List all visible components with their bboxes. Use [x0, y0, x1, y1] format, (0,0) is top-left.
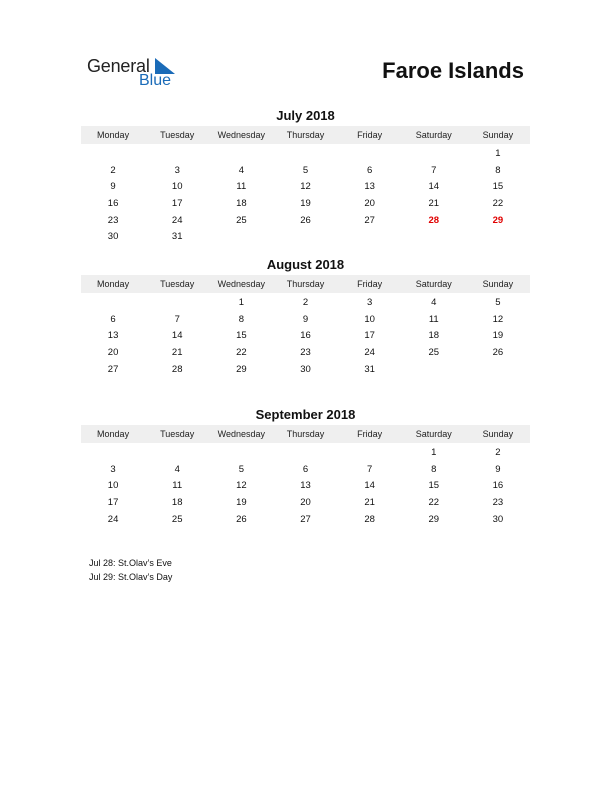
day-cell: 28	[364, 513, 375, 525]
empty-day-cell	[209, 146, 273, 163]
day-cell: 29	[236, 363, 247, 375]
day-cell: 19	[300, 198, 311, 210]
weekday-header	[81, 126, 530, 144]
weekday-label: Friday	[357, 279, 383, 289]
day-cell: 21	[364, 497, 375, 509]
empty-day-cell	[466, 229, 530, 246]
day-cell: 23	[492, 497, 504, 509]
month-title: July 2018	[276, 108, 335, 123]
day-cell: 27	[107, 363, 119, 375]
weekday-label: Sunday	[482, 429, 514, 439]
day-cell: 1	[238, 297, 244, 308]
empty-day-cell	[145, 445, 209, 462]
weekday-label: Thursday	[286, 429, 325, 439]
day-cell: 15	[492, 181, 504, 193]
day-cell: 28	[171, 363, 183, 375]
weekday-label: Wednesday	[217, 130, 266, 140]
day-cell: 11	[428, 313, 439, 325]
day-cell: 21	[171, 347, 183, 359]
day-cell: 19	[236, 497, 247, 509]
logo-blue-text: Blue	[139, 72, 172, 89]
empty-day-cell	[338, 146, 402, 163]
day-cell: 27	[364, 214, 375, 226]
day-cell: 12	[492, 313, 504, 325]
day-cell: 16	[492, 480, 504, 492]
day-cell: 30	[107, 231, 119, 243]
empty-day-cell	[145, 295, 209, 312]
day-cell: 24	[364, 347, 375, 359]
weekday-label: Friday	[357, 429, 383, 439]
day-cell: 11	[236, 181, 247, 193]
generalblue-logo	[87, 56, 187, 96]
weekday-label: Sunday	[482, 130, 514, 140]
day-cell: 17	[107, 497, 119, 509]
day-cell: 5	[238, 463, 244, 475]
empty-day-cell	[466, 362, 530, 379]
day-cell: 17	[171, 198, 183, 210]
weekday-label: Tuesday	[160, 429, 195, 439]
day-cell: 10	[171, 181, 183, 193]
day-cell: 22	[236, 347, 247, 359]
day-cell: 18	[171, 497, 183, 509]
day-cell: 13	[300, 480, 311, 492]
day-cell: 30	[300, 363, 311, 375]
day-cell: 11	[172, 480, 183, 492]
day-cell: 20	[107, 347, 119, 359]
day-cell: 14	[171, 330, 183, 342]
day-cell: 9	[495, 463, 501, 475]
day-cell: 18	[236, 198, 247, 210]
day-cell: 3	[110, 463, 116, 475]
day-cell: 12	[236, 480, 247, 492]
day-cell: 4	[431, 297, 437, 308]
day-cell: 4	[238, 164, 244, 176]
empty-day-cell	[209, 445, 273, 462]
weekday-label: Monday	[97, 130, 130, 140]
day-cell: 5	[495, 297, 501, 308]
day-cell: 26	[236, 513, 247, 525]
empty-day-cell	[402, 229, 466, 246]
weekday-label: Friday	[357, 130, 383, 140]
day-cell: 19	[492, 330, 504, 342]
day-cell: 9	[302, 313, 309, 325]
day-grid	[81, 445, 530, 528]
empty-day-cell	[338, 445, 402, 462]
logo-general-text: General	[87, 56, 150, 76]
day-cell: 2	[495, 447, 501, 458]
day-cell: 27	[300, 513, 311, 525]
empty-day-cell	[273, 146, 337, 163]
day-cell: 7	[431, 164, 437, 176]
empty-day-cell	[81, 295, 145, 312]
day-cell: 5	[302, 164, 309, 176]
weekday-label: Monday	[97, 429, 130, 439]
weekday-label: Thursday	[286, 130, 325, 140]
day-cell: 20	[364, 198, 375, 210]
day-cell: 15	[236, 330, 247, 342]
day-cell: 13	[107, 330, 119, 342]
weekday-label: Sunday	[482, 279, 514, 289]
empty-day-cell	[145, 146, 209, 163]
day-cell: 7	[174, 313, 180, 325]
empty-day-cell	[273, 445, 337, 462]
day-cell: 12	[300, 181, 311, 193]
day-grid	[81, 146, 530, 246]
weekday-header	[81, 275, 530, 293]
day-cell: 8	[431, 463, 437, 475]
weekday-label: Saturday	[415, 130, 452, 140]
day-cell: 29	[428, 513, 440, 525]
day-cell: 30	[492, 513, 504, 525]
day-cell: 17	[364, 330, 375, 342]
month-block-september	[81, 405, 530, 528]
empty-day-cell	[81, 445, 145, 462]
month-block-july	[81, 106, 530, 246]
day-cell: 26	[492, 347, 504, 359]
empty-day-cell	[273, 229, 337, 246]
day-grid	[81, 295, 530, 378]
day-cell: 14	[364, 480, 375, 492]
weekday-label: Saturday	[415, 429, 452, 439]
day-cell: 2	[302, 297, 309, 308]
day-cell: 31	[364, 363, 375, 375]
day-cell: 14	[428, 181, 440, 193]
day-cell: 10	[107, 480, 119, 492]
empty-day-cell	[81, 146, 145, 163]
country-title: Faroe Islands	[382, 58, 524, 83]
empty-day-cell	[209, 229, 273, 246]
day-cell: 8	[238, 313, 244, 325]
day-cell: 23	[300, 347, 311, 359]
day-cell: 13	[364, 181, 375, 193]
month-title: September 2018	[255, 407, 356, 422]
day-cell: 3	[366, 297, 373, 308]
day-cell: 20	[300, 497, 311, 509]
day-cell: 15	[428, 480, 440, 492]
day-cell: 21	[428, 198, 440, 210]
day-cell: 22	[492, 198, 504, 210]
weekday-label: Wednesday	[217, 279, 266, 289]
day-cell: 9	[110, 181, 116, 193]
weekday-label: Tuesday	[160, 130, 195, 140]
day-cell: 22	[428, 497, 440, 509]
empty-day-cell	[402, 146, 466, 163]
day-cell: 8	[495, 164, 501, 176]
day-cell: 7	[366, 463, 373, 475]
day-cell: 2	[110, 164, 116, 176]
day-cell: 26	[300, 214, 311, 226]
holiday-notes	[89, 556, 172, 584]
day-cell: 1	[495, 148, 501, 159]
holiday-day-cell: 28	[428, 214, 440, 226]
day-cell: 1	[431, 447, 437, 458]
weekday-label: Wednesday	[217, 429, 266, 439]
holiday-note: Jul 29: St.Olav’s Day	[89, 572, 173, 582]
day-cell: 6	[366, 164, 373, 176]
weekday-label: Saturday	[415, 279, 452, 289]
day-cell: 18	[428, 330, 440, 342]
day-cell: 6	[302, 463, 309, 475]
day-cell: 6	[110, 313, 116, 325]
weekday-label: Monday	[97, 279, 130, 289]
holiday-day-cell: 29	[492, 214, 504, 226]
day-cell: 23	[107, 214, 119, 226]
day-cell: 4	[174, 463, 180, 475]
day-cell: 24	[107, 513, 119, 525]
holiday-note: Jul 28: St.Olav’s Eve	[89, 558, 172, 568]
day-cell: 25	[236, 214, 247, 226]
weekday-header	[81, 425, 530, 443]
day-cell: 31	[171, 231, 183, 243]
month-title: August 2018	[266, 257, 345, 272]
weekday-label: Tuesday	[160, 279, 195, 289]
day-cell: 25	[171, 513, 183, 525]
empty-day-cell	[338, 229, 402, 246]
day-cell: 16	[107, 198, 119, 210]
weekday-label: Thursday	[286, 279, 325, 289]
day-cell: 16	[300, 330, 311, 342]
empty-day-cell	[402, 362, 466, 379]
day-cell: 3	[174, 164, 180, 176]
day-cell: 25	[428, 347, 440, 359]
month-block-august	[81, 255, 530, 378]
day-cell: 24	[171, 214, 183, 226]
day-cell: 10	[364, 313, 375, 325]
